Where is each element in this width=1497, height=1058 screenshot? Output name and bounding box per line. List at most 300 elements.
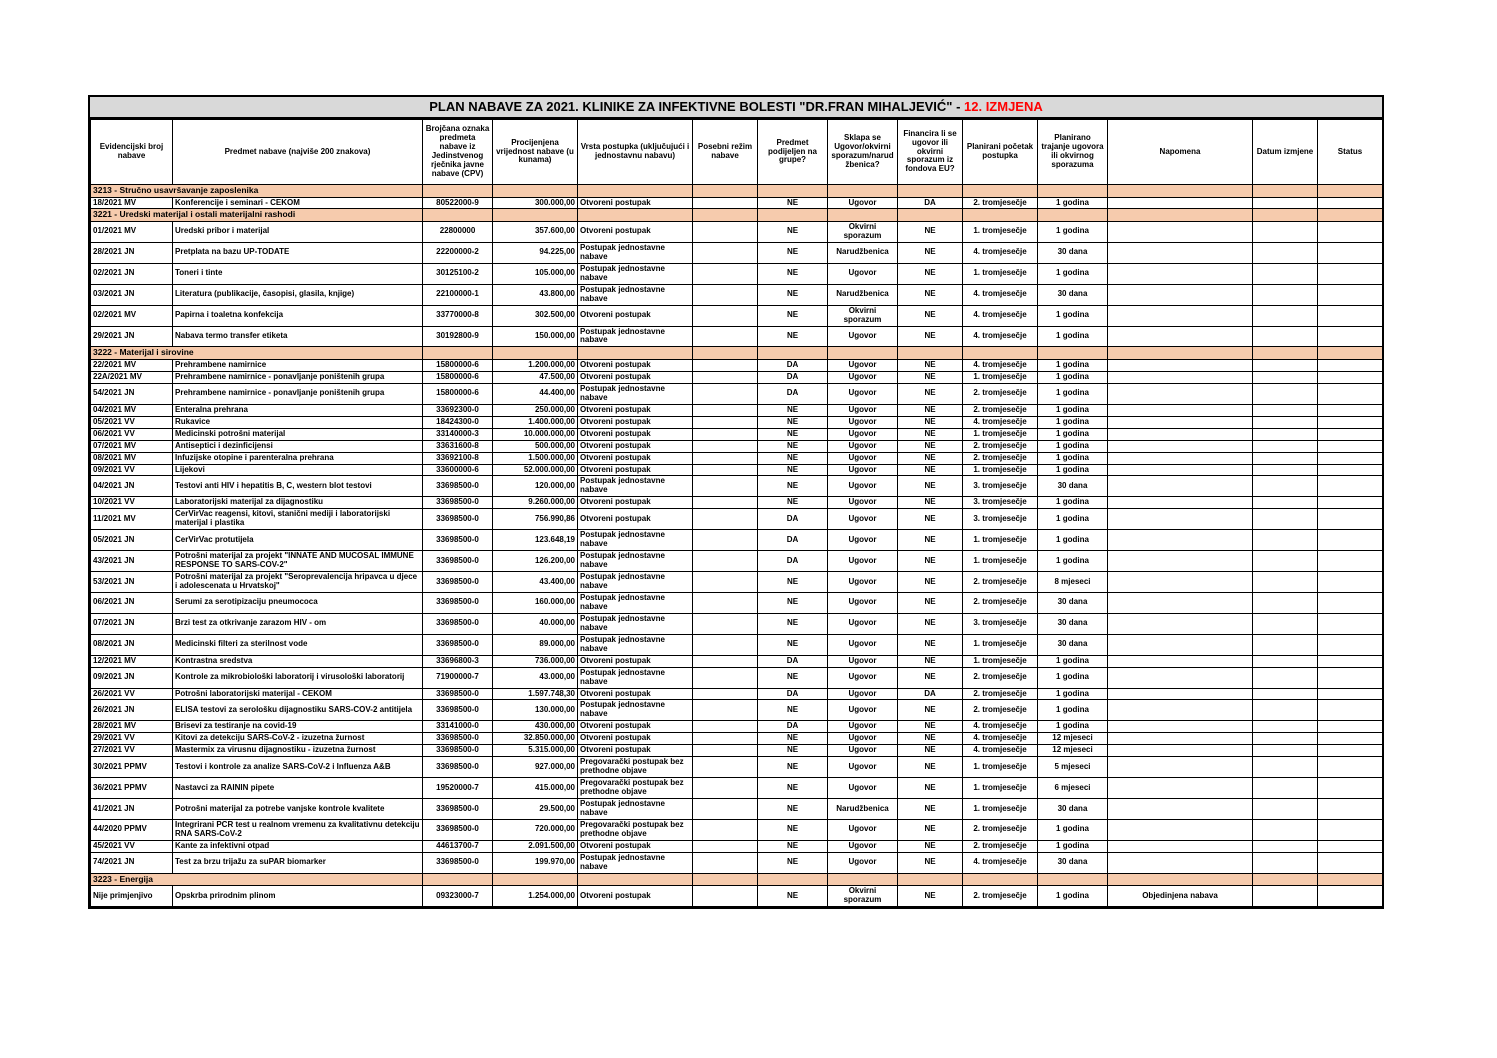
- cell-cpv: 71900000-7: [423, 667, 493, 688]
- cell-evidencijski-broj: 08/2021 JN: [91, 634, 173, 655]
- cell-evidencijski-broj: 74/2021 JN: [91, 852, 173, 873]
- cell-ugovor: Ugovor: [828, 497, 898, 509]
- section-cell: [963, 209, 1038, 222]
- cell-napomena: [1108, 221, 1253, 242]
- cell-cpv: 15800000-6: [423, 383, 493, 404]
- cell-posebni-rezim: [693, 476, 758, 497]
- cell-trajanje: 1 godina: [1038, 700, 1108, 721]
- table-row: [91, 464, 1383, 476]
- cell-trajanje: 1 godina: [1038, 371, 1108, 383]
- cell-cpv: 33698500-0: [423, 688, 493, 700]
- cell-eu-fondovi: NE: [898, 778, 963, 799]
- cell-eu-fondovi: NE: [898, 551, 963, 572]
- section-cell: [1318, 185, 1383, 198]
- cell-vrsta-postupka: Otvoreni postupak: [578, 721, 693, 733]
- cell-datum-izmjene: [1253, 592, 1318, 613]
- cell-pocetak: 4. tromjesečje: [963, 284, 1038, 305]
- cell-evidencijski-broj: 06/2021 VV: [91, 428, 173, 440]
- cell-vrsta-postupka: Otvoreni postupak: [578, 464, 693, 476]
- cell-vrsta-postupka: Postupak jednostavne nabave: [578, 572, 693, 593]
- cell-grupe: NE: [758, 799, 828, 820]
- cell-ugovor: Ugovor: [828, 464, 898, 476]
- cell-pocetak: 1. tromjesečje: [963, 263, 1038, 284]
- cell-predmet-nabave: Medicinski potrošni materijal: [173, 428, 423, 440]
- cell-trajanje: 30 dana: [1038, 852, 1108, 873]
- cell-predmet-nabave: Nabava termo transfer etiketa: [173, 326, 423, 347]
- cell-ugovor: Okvirni sporazum: [828, 305, 898, 326]
- cell-cpv: 33631600-8: [423, 440, 493, 452]
- cell-posebni-rezim: [693, 530, 758, 551]
- cell-datum-izmjene: [1253, 221, 1318, 242]
- cell-grupe: NE: [758, 778, 828, 799]
- cell-status: [1318, 655, 1383, 667]
- cell-vrijednost: 160.000,00: [493, 592, 578, 613]
- cell-grupe: NE: [758, 840, 828, 852]
- section-label: 3221 - Uredski materijal i ostali materijalni rashodi: [91, 209, 423, 222]
- cell-trajanje: 1 godina: [1038, 452, 1108, 464]
- cell-eu-fondovi: NE: [898, 530, 963, 551]
- column-header-ugovor: Sklapa se Ugovor/okvirni sporazum/narudžbenica?: [828, 120, 898, 185]
- cell-vrijednost: 43.800,00: [493, 284, 578, 305]
- cell-napomena: [1108, 634, 1253, 655]
- cell-grupe: NE: [758, 819, 828, 840]
- cell-napomena: [1108, 383, 1253, 404]
- cell-grupe: NE: [758, 572, 828, 593]
- cell-predmet-nabave: Integrirani PCR test u realnom vremenu za kvalitativnu detekciju RNA SARS-CoV-2: [173, 819, 423, 840]
- cell-napomena: [1108, 733, 1253, 745]
- cell-vrsta-postupka: Postupak jednostavne nabave: [578, 383, 693, 404]
- cell-datum-izmjene: [1253, 886, 1318, 907]
- cell-napomena: [1108, 371, 1253, 383]
- cell-evidencijski-broj: 27/2021 VV: [91, 745, 173, 757]
- cell-ugovor: Ugovor: [828, 452, 898, 464]
- cell-napomena: [1108, 464, 1253, 476]
- cell-predmet-nabave: Kontrole za mikrobiološki laboratorij i virusološki laboratorij: [173, 667, 423, 688]
- cell-posebni-rezim: [693, 284, 758, 305]
- table-row: [91, 733, 1383, 745]
- cell-vrsta-postupka: Postupak jednostavne nabave: [578, 799, 693, 820]
- cell-cpv: 33698500-0: [423, 745, 493, 757]
- cell-evidencijski-broj: Nije primjenjivo: [91, 886, 173, 907]
- cell-cpv: 33698500-0: [423, 634, 493, 655]
- column-header-predmet-nabave: Predmet nabave (najviše 200 znakova): [173, 120, 423, 185]
- cell-cpv: 33698500-0: [423, 757, 493, 778]
- cell-evidencijski-broj: 08/2021 MV: [91, 452, 173, 464]
- cell-pocetak: 1. tromjesečje: [963, 655, 1038, 667]
- cell-pocetak: 2. tromjesečje: [963, 440, 1038, 452]
- cell-trajanje: 1 godina: [1038, 551, 1108, 572]
- cell-status: [1318, 371, 1383, 383]
- cell-grupe: NE: [758, 733, 828, 745]
- cell-predmet-nabave: Laboratorijski materijal za dijagnostiku: [173, 497, 423, 509]
- cell-pocetak: 1. tromjesečje: [963, 428, 1038, 440]
- section-cell: [493, 185, 578, 198]
- cell-grupe: DA: [758, 530, 828, 551]
- cell-datum-izmjene: [1253, 497, 1318, 509]
- cell-ugovor: Ugovor: [828, 440, 898, 452]
- cell-trajanje: 1 godina: [1038, 197, 1108, 209]
- cell-eu-fondovi: NE: [898, 840, 963, 852]
- cell-evidencijski-broj: 07/2021 JN: [91, 613, 173, 634]
- cell-posebni-rezim: [693, 572, 758, 593]
- cell-evidencijski-broj: 09/2021 VV: [91, 464, 173, 476]
- cell-ugovor: Ugovor: [828, 667, 898, 688]
- cell-cpv: 22200000-2: [423, 242, 493, 263]
- cell-evidencijski-broj: 43/2021 JN: [91, 551, 173, 572]
- section-label: 3213 - Stručno usavršavanje zaposlenika: [91, 185, 423, 198]
- section-cell: [758, 347, 828, 360]
- cell-ugovor: Ugovor: [828, 700, 898, 721]
- cell-napomena: [1108, 721, 1253, 733]
- cell-cpv: 33140000-3: [423, 428, 493, 440]
- table-row: [91, 530, 1383, 551]
- cell-grupe: NE: [758, 886, 828, 907]
- cell-trajanje: 30 dana: [1038, 613, 1108, 634]
- cell-pocetak: 2. tromjesečje: [963, 452, 1038, 464]
- cell-grupe: NE: [758, 197, 828, 209]
- cell-napomena: [1108, 655, 1253, 667]
- cell-pocetak: 2. tromjesečje: [963, 819, 1038, 840]
- cell-eu-fondovi: NE: [898, 509, 963, 530]
- cell-status: [1318, 667, 1383, 688]
- section-cell: [493, 209, 578, 222]
- section-cell: [423, 873, 493, 886]
- cell-status: [1318, 383, 1383, 404]
- cell-predmet-nabave: Serumi za serotipizaciju pneumococa: [173, 592, 423, 613]
- cell-predmet-nabave: ELISA testovi za serološku dijagnostiku SARS-COV-2 antitijela: [173, 700, 423, 721]
- cell-pocetak: 4. tromjesečje: [963, 359, 1038, 371]
- cell-trajanje: 6 mjeseci: [1038, 778, 1108, 799]
- cell-posebni-rezim: [693, 404, 758, 416]
- cell-vrijednost: 756.990,86: [493, 509, 578, 530]
- cell-status: [1318, 733, 1383, 745]
- cell-status: [1318, 197, 1383, 209]
- cell-predmet-nabave: Potrošni materijal za projekt "Seroprevalencija hripavca u djece i adolescenata u Hrvatskoj": [173, 572, 423, 593]
- cell-predmet-nabave: Prehrambene namirnice - ponavljanje poništenih grupa: [173, 383, 423, 404]
- cell-evidencijski-broj: 03/2021 JN: [91, 284, 173, 305]
- section-cell: [1108, 873, 1253, 886]
- cell-cpv: 33698500-0: [423, 551, 493, 572]
- cell-eu-fondovi: NE: [898, 428, 963, 440]
- section-cell: [578, 185, 693, 198]
- section-cell: [1108, 209, 1253, 222]
- cell-datum-izmjene: [1253, 852, 1318, 873]
- cell-eu-fondovi: DA: [898, 688, 963, 700]
- cell-predmet-nabave: Papirna i toaletna konfekcija: [173, 305, 423, 326]
- section-cell: [1318, 873, 1383, 886]
- cell-vrijednost: 300.000,00: [493, 197, 578, 209]
- cell-trajanje: 1 godina: [1038, 819, 1108, 840]
- cell-napomena: [1108, 440, 1253, 452]
- cell-evidencijski-broj: 53/2021 JN: [91, 572, 173, 593]
- cell-grupe: NE: [758, 757, 828, 778]
- cell-vrsta-postupka: Postupak jednostavne nabave: [578, 634, 693, 655]
- section-row: [91, 209, 1383, 222]
- cell-datum-izmjene: [1253, 428, 1318, 440]
- cell-eu-fondovi: NE: [898, 383, 963, 404]
- cell-datum-izmjene: [1253, 799, 1318, 820]
- column-header-pocetak-postupka: Planirani početak postupka: [963, 120, 1038, 185]
- cell-cpv: 80522000-9: [423, 197, 493, 209]
- cell-vrijednost: 94.225,00: [493, 242, 578, 263]
- cell-pocetak: 4. tromjesečje: [963, 733, 1038, 745]
- section-cell: [423, 209, 493, 222]
- table-row: [91, 840, 1383, 852]
- cell-posebni-rezim: [693, 305, 758, 326]
- section-cell: [1318, 209, 1383, 222]
- cell-trajanje: 30 dana: [1038, 592, 1108, 613]
- cell-posebni-rezim: [693, 778, 758, 799]
- cell-ugovor: Ugovor: [828, 572, 898, 593]
- cell-vrsta-postupka: Pregovarački postupak bez prethodne objave: [578, 778, 693, 799]
- section-cell: [423, 347, 493, 360]
- cell-vrijednost: 736.000,00: [493, 655, 578, 667]
- cell-predmet-nabave: Medicinski filteri za sterilnost vode: [173, 634, 423, 655]
- cell-vrsta-postupka: Otvoreni postupak: [578, 305, 693, 326]
- cell-ugovor: Ugovor: [828, 688, 898, 700]
- cell-evidencijski-broj: 01/2021 MV: [91, 221, 173, 242]
- table-row: [91, 745, 1383, 757]
- cell-vrsta-postupka: Postupak jednostavne nabave: [578, 242, 693, 263]
- cell-grupe: NE: [758, 634, 828, 655]
- cell-eu-fondovi: NE: [898, 242, 963, 263]
- cell-posebni-rezim: [693, 655, 758, 667]
- cell-vrijednost: 5.315.000,00: [493, 745, 578, 757]
- section-label: 3222 - Materijal i sirovine: [91, 347, 423, 360]
- cell-ugovor: Ugovor: [828, 404, 898, 416]
- cell-datum-izmjene: [1253, 509, 1318, 530]
- cell-evidencijski-broj: 06/2021 JN: [91, 592, 173, 613]
- column-header-grupe: Predmet podijeljen na grupe?: [758, 120, 828, 185]
- section-cell: [898, 347, 963, 360]
- cell-datum-izmjene: [1253, 688, 1318, 700]
- cell-cpv: 09323000-7: [423, 886, 493, 907]
- cell-grupe: DA: [758, 359, 828, 371]
- section-cell: [1318, 347, 1383, 360]
- cell-vrsta-postupka: Otvoreni postupak: [578, 509, 693, 530]
- cell-evidencijski-broj: 02/2021 MV: [91, 305, 173, 326]
- column-header-status: Status: [1318, 120, 1383, 185]
- cell-status: [1318, 572, 1383, 593]
- cell-vrsta-postupka: Otvoreni postupak: [578, 359, 693, 371]
- cell-pocetak: 3. tromjesečje: [963, 613, 1038, 634]
- cell-vrijednost: 43.000,00: [493, 667, 578, 688]
- cell-trajanje: 1 godina: [1038, 359, 1108, 371]
- section-cell: [693, 873, 758, 886]
- cell-pocetak: 4. tromjesečje: [963, 305, 1038, 326]
- cell-grupe: NE: [758, 700, 828, 721]
- cell-vrsta-postupka: Otvoreni postupak: [578, 371, 693, 383]
- cell-trajanje: 1 godina: [1038, 263, 1108, 284]
- section-cell: [578, 209, 693, 222]
- cell-datum-izmjene: [1253, 840, 1318, 852]
- cell-ugovor: Ugovor: [828, 530, 898, 551]
- cell-predmet-nabave: CerVirVac protutijela: [173, 530, 423, 551]
- cell-ugovor: Ugovor: [828, 551, 898, 572]
- cell-vrijednost: 89.000,00: [493, 634, 578, 655]
- cell-vrijednost: 126.200,00: [493, 551, 578, 572]
- section-cell: [963, 347, 1038, 360]
- cell-trajanje: 1 godina: [1038, 464, 1108, 476]
- cell-ugovor: Ugovor: [828, 613, 898, 634]
- cell-eu-fondovi: NE: [898, 733, 963, 745]
- cell-posebni-rezim: [693, 263, 758, 284]
- cell-ugovor: Okvirni sporazum: [828, 886, 898, 907]
- cell-ugovor: Ugovor: [828, 326, 898, 347]
- section-cell: [758, 209, 828, 222]
- cell-pocetak: 2. tromjesečje: [963, 840, 1038, 852]
- table-row: [91, 655, 1383, 667]
- cell-cpv: 33698500-0: [423, 592, 493, 613]
- cell-datum-izmjene: [1253, 778, 1318, 799]
- cell-vrijednost: 250.000,00: [493, 404, 578, 416]
- cell-ugovor: Ugovor: [828, 721, 898, 733]
- cell-trajanje: 1 godina: [1038, 326, 1108, 347]
- table-row: [91, 197, 1383, 209]
- cell-posebni-rezim: [693, 383, 758, 404]
- section-cell: [1253, 185, 1318, 198]
- cell-status: [1318, 404, 1383, 416]
- cell-posebni-rezim: [693, 852, 758, 873]
- cell-predmet-nabave: Testovi i kontrole za analize SARS-CoV-2 i Influenza A&B: [173, 757, 423, 778]
- cell-cpv: 44613700-7: [423, 840, 493, 852]
- cell-posebni-rezim: [693, 452, 758, 464]
- cell-vrijednost: 415.000,00: [493, 778, 578, 799]
- table-row: [91, 688, 1383, 700]
- cell-evidencijski-broj: 11/2021 MV: [91, 509, 173, 530]
- cell-ugovor: Ugovor: [828, 745, 898, 757]
- cell-vrijednost: 199.970,00: [493, 852, 578, 873]
- cell-vrijednost: 123.648,19: [493, 530, 578, 551]
- cell-evidencijski-broj: 41/2021 JN: [91, 799, 173, 820]
- cell-ugovor: Ugovor: [828, 509, 898, 530]
- table-row: [91, 852, 1383, 873]
- column-header-napomena: Napomena: [1108, 120, 1253, 185]
- cell-vrijednost: 1.254.000,00: [493, 886, 578, 907]
- cell-napomena: [1108, 263, 1253, 284]
- cell-evidencijski-broj: 18/2021 MV: [91, 197, 173, 209]
- cell-napomena: [1108, 326, 1253, 347]
- cell-napomena: [1108, 688, 1253, 700]
- cell-grupe: NE: [758, 428, 828, 440]
- cell-cpv: 30192800-9: [423, 326, 493, 347]
- cell-grupe: NE: [758, 592, 828, 613]
- section-cell: [963, 185, 1038, 198]
- column-header-evidencijski-broj: Evidencijski broj nabave: [91, 120, 173, 185]
- cell-vrsta-postupka: Otvoreni postupak: [578, 840, 693, 852]
- cell-evidencijski-broj: 22A/2021 MV: [91, 371, 173, 383]
- cell-trajanje: 30 dana: [1038, 284, 1108, 305]
- cell-cpv: 33698500-0: [423, 476, 493, 497]
- cell-status: [1318, 688, 1383, 700]
- cell-grupe: NE: [758, 613, 828, 634]
- cell-vrsta-postupka: Postupak jednostavne nabave: [578, 551, 693, 572]
- section-cell: [963, 873, 1038, 886]
- cell-predmet-nabave: Literatura (publikacije, časopisi, glasila, knjige): [173, 284, 423, 305]
- cell-status: [1318, 221, 1383, 242]
- table-row: [91, 221, 1383, 242]
- cell-status: [1318, 428, 1383, 440]
- cell-posebni-rezim: [693, 464, 758, 476]
- cell-cpv: 33770000-8: [423, 305, 493, 326]
- column-header-eu-fondovi: Financira li se ugovor ili okvirni sporazum iz fondova EU?: [898, 120, 963, 185]
- cell-ugovor: Ugovor: [828, 263, 898, 284]
- cell-cpv: 15800000-6: [423, 359, 493, 371]
- table-row: [91, 404, 1383, 416]
- cell-predmet-nabave: Enteralna prehrana: [173, 404, 423, 416]
- section-label: 3223 - Energija: [91, 873, 423, 886]
- cell-ugovor: Narudžbenica: [828, 242, 898, 263]
- cell-cpv: 30125100-2: [423, 263, 493, 284]
- cell-vrsta-postupka: Postupak jednostavne nabave: [578, 284, 693, 305]
- cell-eu-fondovi: NE: [898, 497, 963, 509]
- cell-posebni-rezim: [693, 509, 758, 530]
- cell-napomena: [1108, 428, 1253, 440]
- cell-pocetak: 1. tromjesečje: [963, 371, 1038, 383]
- cell-predmet-nabave: Pretplata na bazu UP-TODATE: [173, 242, 423, 263]
- cell-predmet-nabave: Potrošni materijal za projekt "INNATE AND MUCOSAL IMMUNE RESPONSE TO SARS-COV-2": [173, 551, 423, 572]
- cell-vrsta-postupka: Otvoreni postupak: [578, 688, 693, 700]
- procurement-plan-table: [88, 95, 1384, 909]
- cell-vrsta-postupka: Otvoreni postupak: [578, 497, 693, 509]
- cell-pocetak: 4. tromjesečje: [963, 852, 1038, 873]
- cell-status: [1318, 359, 1383, 371]
- table-row: [91, 509, 1383, 530]
- cell-posebni-rezim: [693, 721, 758, 733]
- cell-evidencijski-broj: 28/2021 JN: [91, 242, 173, 263]
- cell-eu-fondovi: NE: [898, 634, 963, 655]
- cell-grupe: NE: [758, 440, 828, 452]
- cell-napomena: [1108, 819, 1253, 840]
- cell-vrsta-postupka: Otvoreni postupak: [578, 440, 693, 452]
- cell-status: [1318, 840, 1383, 852]
- cell-vrijednost: 1.500.000,00: [493, 452, 578, 464]
- section-cell: [828, 347, 898, 360]
- cell-grupe: DA: [758, 688, 828, 700]
- cell-posebni-rezim: [693, 551, 758, 572]
- cell-pocetak: 1. tromjesečje: [963, 799, 1038, 820]
- cell-cpv: 33698500-0: [423, 613, 493, 634]
- cell-ugovor: Ugovor: [828, 852, 898, 873]
- cell-status: [1318, 440, 1383, 452]
- table-header: [91, 120, 1383, 185]
- cell-predmet-nabave: Infuzijske otopine i parenteralna prehrana: [173, 452, 423, 464]
- cell-posebni-rezim: [693, 371, 758, 383]
- cell-status: [1318, 464, 1383, 476]
- section-cell: [423, 185, 493, 198]
- cell-eu-fondovi: NE: [898, 886, 963, 907]
- cell-eu-fondovi: NE: [898, 464, 963, 476]
- table-row: [91, 667, 1383, 688]
- cell-cpv: 22100000-1: [423, 284, 493, 305]
- cell-posebni-rezim: [693, 428, 758, 440]
- cell-vrsta-postupka: Postupak jednostavne nabave: [578, 613, 693, 634]
- cell-grupe: NE: [758, 497, 828, 509]
- cell-posebni-rezim: [693, 242, 758, 263]
- cell-status: [1318, 305, 1383, 326]
- cell-vrijednost: 430.000,00: [493, 721, 578, 733]
- cell-eu-fondovi: NE: [898, 284, 963, 305]
- cell-datum-izmjene: [1253, 667, 1318, 688]
- cell-datum-izmjene: [1253, 733, 1318, 745]
- cell-pocetak: 4. tromjesečje: [963, 242, 1038, 263]
- section-cell: [1038, 209, 1108, 222]
- cell-status: [1318, 592, 1383, 613]
- cell-status: [1318, 778, 1383, 799]
- table-row: [91, 592, 1383, 613]
- cell-ugovor: Ugovor: [828, 428, 898, 440]
- cell-trajanje: 1 godina: [1038, 655, 1108, 667]
